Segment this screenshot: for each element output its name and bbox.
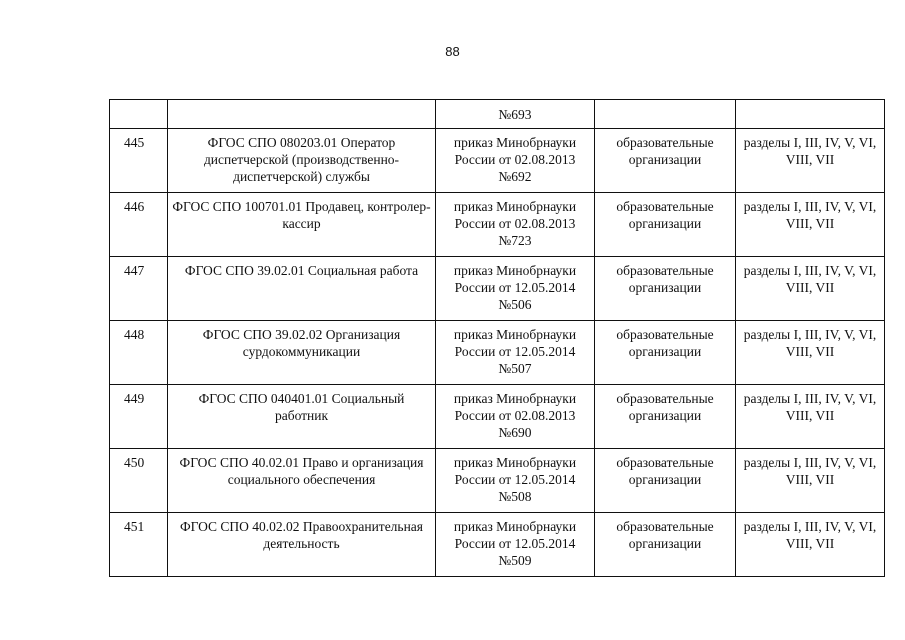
- cell-number: 445: [110, 129, 168, 193]
- cell-name: ФГОС СПО 100701.01 Продавец, контролер-кассир: [168, 193, 436, 257]
- cell-subjects: образовательные организации: [595, 449, 736, 513]
- cell-document: приказ Минобрнауки России от 02.08.2013 №723: [436, 193, 595, 257]
- table-row: [110, 449, 885, 513]
- cell-subjects: образовательные организации: [595, 321, 736, 385]
- cell-number: 447: [110, 257, 168, 321]
- cell-sections: разделы I, III, IV, V, VI, VIII, VII: [736, 321, 885, 385]
- cell-document: приказ Минобрнауки России от 12.05.2014 №508: [436, 449, 595, 513]
- table-row: [110, 193, 885, 257]
- cell-name: ФГОС СПО 39.02.02 Организация сурдокоммуникации: [168, 321, 436, 385]
- cell-number: 448: [110, 321, 168, 385]
- cell-document: №693: [436, 100, 595, 129]
- cell-name: ФГОС СПО 40.02.01 Право и организация социального обеспечения: [168, 449, 436, 513]
- cell-subjects: образовательные организации: [595, 513, 736, 577]
- cell-subjects: образовательные организации: [595, 193, 736, 257]
- cell-document: приказ Минобрнауки России от 12.05.2014 №507: [436, 321, 595, 385]
- cell-sections: [736, 100, 885, 129]
- table-row: [110, 129, 885, 193]
- cell-number: 449: [110, 385, 168, 449]
- cell-sections: разделы I, III, IV, V, VI, VIII, VII: [736, 193, 885, 257]
- cell-document: приказ Минобрнауки России от 12.05.2014 №509: [436, 513, 595, 577]
- cell-number: 450: [110, 449, 168, 513]
- table-row-continuation: [110, 100, 885, 129]
- cell-name: ФГОС СПО 040401.01 Социальный работник: [168, 385, 436, 449]
- cell-number: [110, 100, 168, 129]
- cell-sections: разделы I, III, IV, V, VI, VIII, VII: [736, 385, 885, 449]
- cell-subjects: образовательные организации: [595, 129, 736, 193]
- cell-sections: разделы I, III, IV, V, VI, VIII, VII: [736, 129, 885, 193]
- table-row: [110, 257, 885, 321]
- cell-name: ФГОС СПО 40.02.02 Правоохранительная деятельность: [168, 513, 436, 577]
- cell-subjects: образовательные организации: [595, 385, 736, 449]
- cell-subjects: образовательные организации: [595, 257, 736, 321]
- table-row: [110, 321, 885, 385]
- cell-number: 451: [110, 513, 168, 577]
- cell-sections: разделы I, III, IV, V, VI, VIII, VII: [736, 449, 885, 513]
- cell-subjects: [595, 100, 736, 129]
- cell-sections: разделы I, III, IV, V, VI, VIII, VII: [736, 513, 885, 577]
- cell-sections: разделы I, III, IV, V, VI, VIII, VII: [736, 257, 885, 321]
- cell-document: приказ Минобрнауки России от 02.08.2013 №692: [436, 129, 595, 193]
- cell-name: ФГОС СПО 080203.01 Оператор диспетчерской (производственно-диспетчерской) службы: [168, 129, 436, 193]
- page-number: 88: [445, 44, 460, 59]
- cell-number: 446: [110, 193, 168, 257]
- cell-document: приказ Минобрнауки России от 02.08.2013 №690: [436, 385, 595, 449]
- requirements-table: [109, 99, 885, 577]
- table-row: [110, 385, 885, 449]
- cell-name: ФГОС СПО 39.02.01 Социальная работа: [168, 257, 436, 321]
- table-row: [110, 513, 885, 577]
- cell-name: [168, 100, 436, 129]
- cell-document: приказ Минобрнауки России от 12.05.2014 №506: [436, 257, 595, 321]
